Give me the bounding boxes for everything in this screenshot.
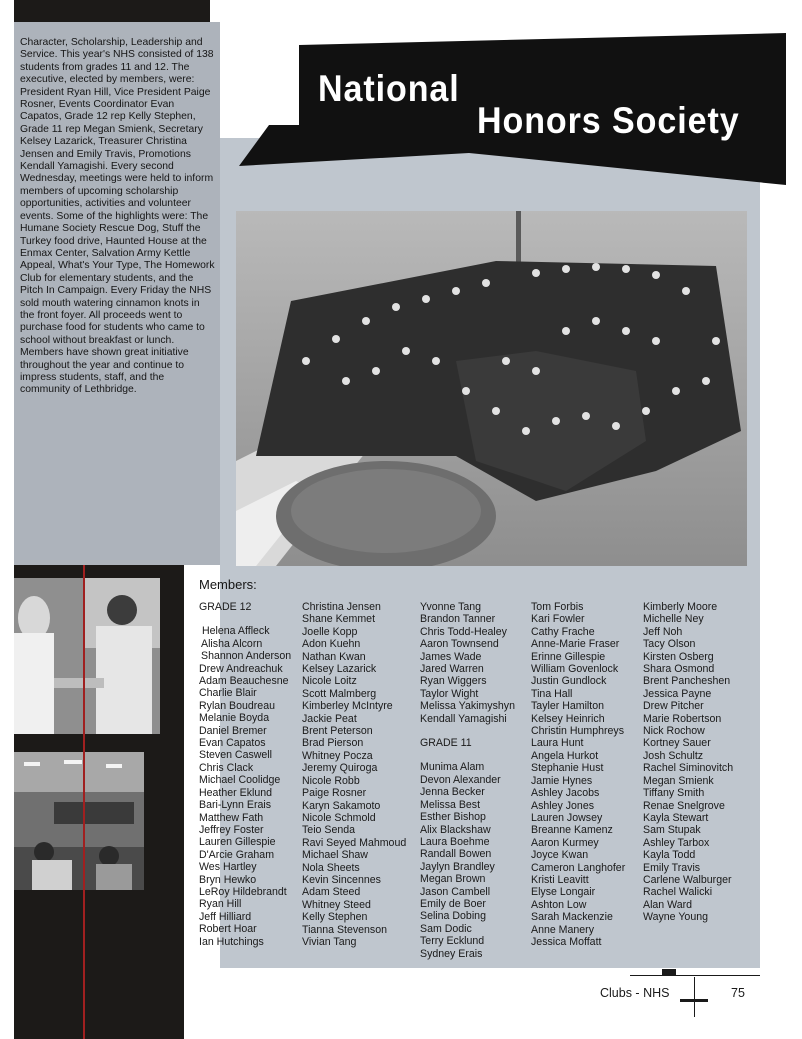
spacer bbox=[199, 613, 291, 625]
member-name: Jeffrey Foster bbox=[199, 823, 264, 836]
member-name: Laura Boehme bbox=[420, 835, 490, 848]
member-name: Drew Andreachuk bbox=[199, 662, 283, 675]
member-name: LeRoy Hildebrandt bbox=[199, 885, 287, 898]
member-name: Ravi Seyed Mahmoud bbox=[302, 836, 407, 849]
member-name: Nathan Kwan bbox=[302, 650, 366, 663]
member-name: Chris Clack bbox=[199, 761, 254, 774]
member-name: Scott Malmberg bbox=[302, 687, 377, 700]
member-name: D'Arcie Graham bbox=[199, 848, 275, 861]
title-national: National bbox=[318, 68, 460, 109]
member-name: Sydney Erais bbox=[420, 947, 483, 960]
member-name: Nicole Schmold bbox=[302, 811, 376, 824]
member-name: Drew Pitcher bbox=[643, 700, 704, 713]
member-name: Nicole Robb bbox=[302, 774, 360, 787]
red-accent-line bbox=[83, 565, 85, 1039]
member-name: Adon Kuehn bbox=[302, 638, 361, 651]
member-name: Brent Pancheshen bbox=[643, 675, 731, 688]
member-name: Tianna Stevenson bbox=[302, 923, 388, 936]
member-name: Kirsten Osberg bbox=[643, 650, 714, 663]
member-name: Elyse Longair bbox=[531, 886, 596, 899]
member-name: Renae Snelgrove bbox=[643, 799, 725, 812]
member-name: Michael Shaw bbox=[302, 849, 368, 862]
member-name: Tom Forbis bbox=[531, 601, 584, 613]
member-column-2 bbox=[302, 601, 406, 948]
member-name: Karyn Sakamoto bbox=[302, 799, 381, 812]
member-name: Jessica Moffatt bbox=[531, 935, 602, 948]
member-name: Rachel Walicki bbox=[643, 886, 713, 899]
member-name: Evan Capatos bbox=[199, 737, 266, 750]
member-column-5 bbox=[643, 601, 733, 924]
member-name: Carlene Walburger bbox=[643, 873, 732, 886]
member-name: William Govenlock bbox=[531, 663, 619, 676]
member-name: Daniel Bremer bbox=[199, 724, 267, 737]
member-name: Laura Hunt bbox=[531, 737, 584, 750]
member-name: Shara Osmond bbox=[643, 663, 715, 676]
member-name: Shane Kemmet bbox=[302, 613, 376, 626]
member-name: Whitney Pocza bbox=[302, 749, 373, 762]
member-name: Emily Travis bbox=[643, 861, 701, 874]
member-name: Ryan Hill bbox=[199, 898, 242, 911]
member-name: Melissa Best bbox=[420, 798, 481, 811]
member-name: Angela Hurkot bbox=[531, 749, 599, 762]
group-photo bbox=[236, 211, 747, 566]
member-name: Teio Senda bbox=[302, 824, 356, 837]
member-name: Tacy Olson bbox=[643, 638, 696, 651]
member-name: Helena Affleck bbox=[202, 625, 270, 638]
member-name: Jeff Hilliard bbox=[199, 910, 252, 923]
member-name: James Wade bbox=[420, 650, 482, 663]
member-name: Lauren Gillespie bbox=[199, 836, 276, 849]
member-name: Kortney Sauer bbox=[643, 737, 711, 750]
member-name: Ashley Jacobs bbox=[531, 787, 600, 800]
spacer bbox=[420, 749, 515, 761]
member-name: Anne-Marie Fraser bbox=[531, 638, 620, 651]
member-name: Kayla Todd bbox=[643, 849, 696, 862]
member-name: Charlie Blair bbox=[199, 687, 257, 700]
member-name: Michael Coolidge bbox=[199, 774, 281, 787]
member-name: Vivian Tang bbox=[302, 935, 357, 948]
member-name: Robert Hoar bbox=[199, 923, 257, 936]
member-name: Melissa Yakimyshyn bbox=[420, 700, 515, 713]
member-name: Kimberly Moore bbox=[643, 601, 718, 613]
member-name: Ian Hutchings bbox=[199, 935, 264, 948]
member-name: Kari Fowler bbox=[531, 613, 585, 626]
member-name: Kevin Sincennes bbox=[302, 873, 381, 886]
member-name: Christina Jensen bbox=[302, 601, 381, 613]
member-name: Emily de Boer bbox=[420, 897, 486, 910]
member-name: Ashley Jones bbox=[531, 799, 595, 812]
member-name: Wes Hartley bbox=[199, 861, 257, 874]
member-column-1 bbox=[199, 601, 291, 948]
member-name: Christin Humphreys bbox=[531, 725, 625, 738]
member-name: Chris Todd-Healey bbox=[420, 625, 507, 638]
member-name: Jason Cambell bbox=[420, 885, 491, 898]
top-dark-strip bbox=[14, 0, 210, 22]
member-name: Jared Warren bbox=[420, 663, 484, 676]
member-name: Tiffany Smith bbox=[643, 787, 705, 800]
spacer bbox=[420, 725, 515, 737]
member-name: Ashton Low bbox=[531, 898, 587, 911]
member-name: Justin Gundlock bbox=[531, 675, 607, 688]
member-name: Michelle Ney bbox=[643, 613, 704, 626]
member-name: Brent Peterson bbox=[302, 725, 373, 738]
member-name: Brandon Tanner bbox=[420, 613, 496, 626]
member-name: Josh Schultz bbox=[643, 749, 704, 762]
member-name: Aaron Townsend bbox=[420, 638, 499, 651]
member-name: Jenna Becker bbox=[420, 786, 485, 799]
member-name: Alan Ward bbox=[643, 898, 693, 911]
member-name: Melanie Boyda bbox=[199, 712, 270, 725]
footer-section: Clubs - NHS bbox=[600, 986, 670, 1000]
member-name: Kelsey Heinrich bbox=[531, 712, 605, 725]
member-name: Wayne Young bbox=[643, 911, 708, 924]
member-name: Erinne Gillespie bbox=[531, 650, 606, 663]
member-column-4 bbox=[531, 601, 625, 948]
member-name: Nick Rochow bbox=[643, 725, 705, 738]
member-name: Nola Sheets bbox=[302, 861, 360, 874]
member-name: Ryan Wiggers bbox=[420, 675, 487, 688]
member-name: Sarah Mackenzie bbox=[531, 911, 613, 924]
member-name: Jamie Hynes bbox=[531, 774, 593, 787]
member-name: Nicole Loitz bbox=[302, 675, 357, 688]
member-name: Megan Smienk bbox=[643, 774, 714, 787]
member-name: Taylor Wight bbox=[420, 687, 479, 700]
member-column-3 bbox=[420, 601, 515, 960]
member-name: Adam Steed bbox=[302, 886, 361, 899]
member-name: Ashley Tarbox bbox=[643, 836, 710, 849]
member-name: Heather Eklund bbox=[199, 786, 273, 799]
member-name: Kimberley McIntyre bbox=[302, 700, 393, 713]
member-name: Aaron Kurmey bbox=[531, 836, 599, 849]
member-name: Jaylyn Brandley bbox=[420, 860, 495, 873]
member-name: Randall Bowen bbox=[420, 848, 492, 861]
member-name: Matthew Fath bbox=[199, 811, 264, 824]
award-photo bbox=[14, 578, 160, 734]
member-name: Joelle Kopp bbox=[302, 625, 358, 638]
member-name: Megan Brown bbox=[420, 873, 486, 886]
member-name: Kelly Stephen bbox=[302, 911, 368, 924]
member-name: Selina Dobing bbox=[420, 910, 486, 923]
member-name: Sam Dodic bbox=[420, 922, 472, 935]
member-name: Joyce Kwan bbox=[531, 849, 589, 862]
member-name: Munima Alam bbox=[420, 761, 485, 774]
member-name: Devon Alexander bbox=[420, 773, 501, 786]
member-name: Stephanie Hust bbox=[531, 762, 604, 775]
member-name: Cameron Langhofer bbox=[531, 861, 626, 874]
member-name: Jeff Noh bbox=[643, 625, 683, 638]
member-name: Tina Hall bbox=[531, 687, 573, 700]
grade-heading: GRADE 11 bbox=[420, 737, 472, 750]
member-name: Adam Beauchesne bbox=[199, 675, 289, 688]
member-name: Alisha Alcorn bbox=[201, 637, 263, 650]
grade-heading: GRADE 12 bbox=[199, 601, 252, 613]
member-name: Bari-Lynn Erais bbox=[199, 799, 272, 812]
members-heading: Members: bbox=[199, 577, 257, 592]
member-name: Breanne Kamenz bbox=[531, 824, 613, 837]
member-name: Steven Caswell bbox=[199, 749, 273, 762]
member-name: Yvonne Tang bbox=[420, 601, 482, 613]
member-name: Jeremy Quiroga bbox=[302, 762, 378, 775]
member-name: Kendall Yamagishi bbox=[420, 712, 507, 725]
member-name: Shannon Anderson bbox=[201, 650, 292, 663]
member-name: Brad Pierson bbox=[302, 737, 364, 750]
member-name: Kristi Leavitt bbox=[531, 873, 589, 886]
member-name: Jessica Payne bbox=[643, 687, 712, 700]
member-name: Lauren Jowsey bbox=[531, 811, 603, 824]
member-name: Rachel Siminovitch bbox=[643, 762, 734, 775]
page-number: 75 bbox=[731, 986, 745, 1000]
member-name: Whitney Steed bbox=[302, 898, 371, 911]
member-name: Sam Stupak bbox=[643, 824, 701, 837]
member-name: Kayla Stewart bbox=[643, 811, 709, 824]
member-name: Bryn Hewko bbox=[199, 873, 257, 886]
member-name: Tayler Hamilton bbox=[531, 700, 605, 713]
member-name: Cathy Frache bbox=[531, 625, 595, 638]
member-name: Marie Robertson bbox=[643, 712, 722, 725]
intro-paragraph: Character, Scholarship, Leadership and Service. This year's NHS consisted of 138 students from grades 11 and 12. The executive, elected by members, were: President Ryan Hill, Vice President Paige Rosner, Events Coordinator Evan Capatos, Grade 12 rep Kelly Stephen, Grade 11 rep Megan Smienk, Secretary Kelsey Lazarick, Treasurer Christina Jensen and Emily Travis, Promotions Kendall Yamagishi. Every second Wednesday, meetings were held to inform members of upcoming scholarship opportunities, activities and volunteer events. Some of the highlights were: The Humane Society Rescue Dog, Stuff the Turkey food drive, Haunted House at the Enmax Center, Salvation Army Kettle Appeal, What's Your Type, The Homework Club for elementary students, and the Pitch In Campaign. Every Friday the NHS sold mouth watering cinnamon knots in the front foyer. All proceeds went to purchase food for students who came to school without breakfast or lunch. Members have shown great initiative throughout the year and continue to impress students, staff, and the community of Lethbridge. bbox=[20, 37, 215, 396]
title-honors-society: Honors Society bbox=[477, 100, 740, 141]
meeting-photo bbox=[14, 752, 144, 890]
member-name: Rylan Boudreau bbox=[199, 699, 275, 712]
member-name: Kelsey Lazarick bbox=[302, 663, 377, 676]
member-name: Terry Ecklund bbox=[420, 935, 485, 948]
member-name: Anne Manery bbox=[531, 923, 595, 936]
member-name: Esther Bishop bbox=[420, 811, 486, 824]
member-name: Jackie Peat bbox=[302, 712, 357, 725]
member-name: Alix Blackshaw bbox=[420, 823, 491, 836]
member-name: Paige Rosner bbox=[302, 787, 367, 800]
